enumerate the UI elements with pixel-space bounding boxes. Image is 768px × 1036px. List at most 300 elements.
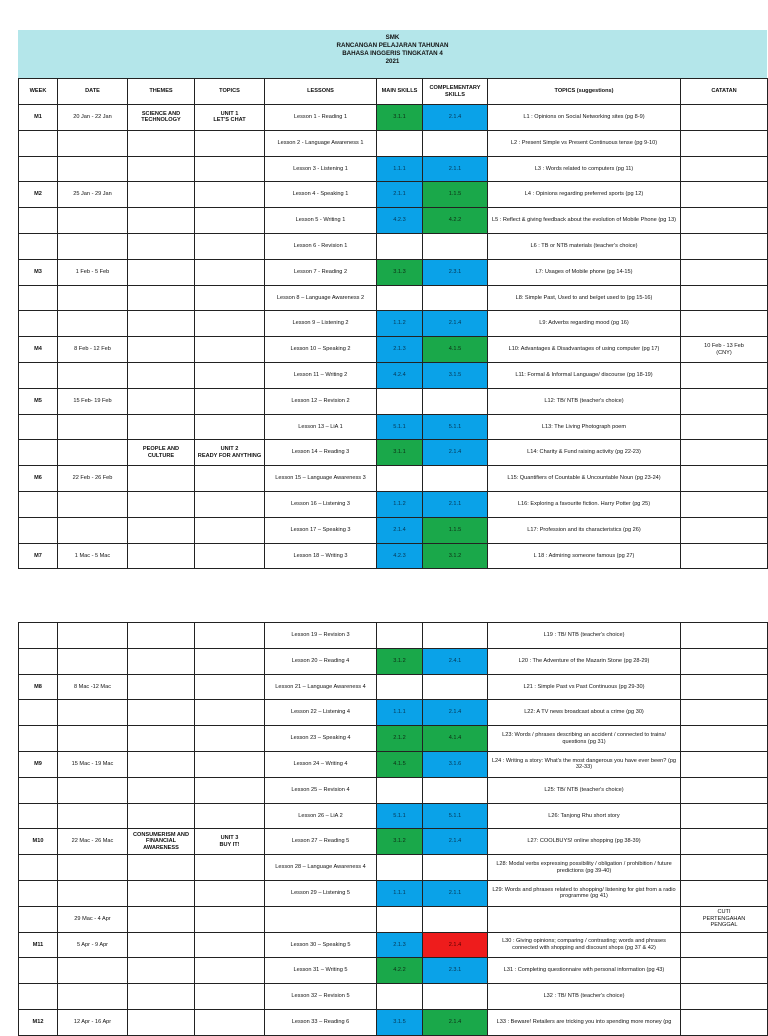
table-row	[19, 440, 768, 466]
date-cell: 5 Apr - 9 Apr	[58, 932, 128, 958]
suggestion-cell: L6 : TB or NTB materials (teacher's choice)	[488, 233, 681, 259]
catatan-cell	[681, 623, 768, 649]
week-cell: M12	[19, 1009, 58, 1035]
suggestion-cell: L14: Charity & Fund raising activity (pg 22-23)	[488, 440, 681, 466]
topic-cell	[195, 208, 265, 234]
lesson-cell: Lesson 31 – Writing 5	[265, 958, 377, 984]
topic-cell	[195, 466, 265, 492]
topic-cell	[195, 491, 265, 517]
topic-cell	[195, 932, 265, 958]
suggestion-cell: L7: Usages of Mobile phone (pg 14-15)	[488, 259, 681, 285]
table-row	[19, 105, 768, 131]
main-skill-cell: 1.1.2	[377, 491, 423, 517]
catatan-cell	[681, 311, 768, 337]
theme-cell	[128, 130, 195, 156]
theme-cell	[128, 880, 195, 906]
lesson-cell: Lesson 6 - Revision 1	[265, 233, 377, 259]
lesson-cell: Lesson 14 – Reading 3	[265, 440, 377, 466]
complementary-skill-cell: 2.1.4	[423, 105, 488, 131]
date-cell: 8 Mac -12 Mac	[58, 674, 128, 700]
date-cell	[58, 958, 128, 984]
topic-cell	[195, 906, 265, 932]
main-skill-cell: 2.1.2	[377, 726, 423, 752]
main-skill-cell: 4.2.3	[377, 543, 423, 569]
theme-cell	[128, 466, 195, 492]
complementary-skill-cell: 3.1.5	[423, 362, 488, 388]
topic-cell	[195, 182, 265, 208]
suggestion-cell: L 18 : Admiring someone famous (pg 27)	[488, 543, 681, 569]
suggestion-cell: L8: Simple Past, Used to and be/get used to (pg 15-16)	[488, 285, 681, 311]
theme-cell	[128, 648, 195, 674]
complementary-skill-cell	[423, 388, 488, 414]
week-cell	[19, 130, 58, 156]
table-row	[19, 311, 768, 337]
main-skill-cell	[377, 233, 423, 259]
suggestion-cell: L32 : TB/ NTB (teacher's choice)	[488, 984, 681, 1010]
complementary-skill-cell: 2.1.4	[423, 700, 488, 726]
catatan-cell	[681, 674, 768, 700]
complementary-skill-cell: 5.1.1	[423, 803, 488, 829]
week-cell	[19, 414, 58, 440]
catatan-cell	[681, 855, 768, 881]
date-cell: 15 Feb- 19 Feb	[58, 388, 128, 414]
col-main-skills: MAIN SKILLS	[377, 79, 423, 105]
schedule-table-2	[18, 622, 768, 1036]
week-cell	[19, 233, 58, 259]
suggestion-cell: L21 : Simple Past vs Past Continuous (pg 29-30)	[488, 674, 681, 700]
table-row	[19, 388, 768, 414]
col-catatan: CATATAN	[681, 79, 768, 105]
catatan-cell	[681, 829, 768, 855]
complementary-skill-cell: 2.1.1	[423, 156, 488, 182]
complementary-skill-cell: 2.1.4	[423, 932, 488, 958]
theme-cell	[128, 233, 195, 259]
col-complementary-skills: COMPLEMENTARY SKILLS	[423, 79, 488, 105]
table-row	[19, 674, 768, 700]
week-cell	[19, 285, 58, 311]
main-skill-cell: 4.2.2	[377, 958, 423, 984]
theme-cell	[128, 311, 195, 337]
week-cell	[19, 906, 58, 932]
plan-title: RANCANGAN PELAJARAN TAHUNAN	[336, 42, 449, 49]
week-cell: M9	[19, 751, 58, 777]
lesson-cell: Lesson 17 – Speaking 3	[265, 517, 377, 543]
catatan-cell	[681, 414, 768, 440]
complementary-skill-cell: 3.1.2	[423, 543, 488, 569]
date-cell: 20 Jan - 22 Jan	[58, 105, 128, 131]
theme-cell	[128, 491, 195, 517]
table-row	[19, 932, 768, 958]
lesson-cell: Lesson 21 – Language Awareness 4	[265, 674, 377, 700]
date-cell	[58, 156, 128, 182]
main-skill-cell: 1.1.1	[377, 156, 423, 182]
suggestion-cell: L4 : Opinions regarding preferred sports (pg 12)	[488, 182, 681, 208]
table-row	[19, 700, 768, 726]
lesson-cell: Lesson 9 – Listening 2	[265, 311, 377, 337]
lesson-cell: Lesson 12 – Revision 2	[265, 388, 377, 414]
lesson-cell	[265, 906, 377, 932]
date-cell	[58, 880, 128, 906]
table-row	[19, 466, 768, 492]
lesson-cell: Lesson 24 – Writing 4	[265, 751, 377, 777]
complementary-skill-cell	[423, 285, 488, 311]
week-cell	[19, 700, 58, 726]
suggestion-cell: L26: Tanjong Rhu short story	[488, 803, 681, 829]
lesson-cell: Lesson 33 – Reading 6	[265, 1009, 377, 1035]
main-skill-cell	[377, 130, 423, 156]
catatan-cell	[681, 105, 768, 131]
week-cell: M4	[19, 337, 58, 363]
catatan-cell	[681, 751, 768, 777]
main-skill-cell: 1.1.1	[377, 700, 423, 726]
main-skill-cell	[377, 984, 423, 1010]
table-row	[19, 491, 768, 517]
complementary-skill-cell	[423, 130, 488, 156]
complementary-skill-cell: 2.1.4	[423, 829, 488, 855]
main-skill-cell: 4.1.5	[377, 751, 423, 777]
col-topics: TOPICS	[195, 79, 265, 105]
theme-cell	[128, 623, 195, 649]
schedule-table-1	[18, 78, 768, 569]
theme-cell	[128, 777, 195, 803]
week-cell: M7	[19, 543, 58, 569]
theme-cell	[128, 259, 195, 285]
date-cell: 8 Feb - 12 Feb	[58, 337, 128, 363]
catatan-cell	[681, 648, 768, 674]
theme-cell	[128, 182, 195, 208]
catatan-cell	[681, 233, 768, 259]
table-row	[19, 285, 768, 311]
suggestion-cell: L30 : Giving opinions; comparing / contrasting; words and phrases connected with shopping and discount shops (pg 37 & 42)	[488, 932, 681, 958]
main-skill-cell	[377, 674, 423, 700]
suggestion-cell: L27: COOLBUYS! online shopping (pg 38-39)	[488, 829, 681, 855]
topic-cell	[195, 880, 265, 906]
suggestion-cell: L10: Advantages & Disadvantages of using computer (pg 17)	[488, 337, 681, 363]
catatan-cell	[681, 958, 768, 984]
catatan-cell	[681, 932, 768, 958]
lesson-cell: Lesson 4 - Speaking 1	[265, 182, 377, 208]
week-cell	[19, 984, 58, 1010]
complementary-skill-cell: 2.4.1	[423, 648, 488, 674]
complementary-skill-cell: 1.1.5	[423, 517, 488, 543]
table-row	[19, 517, 768, 543]
catatan-cell	[681, 259, 768, 285]
lesson-cell: Lesson 10 – Speaking 2	[265, 337, 377, 363]
theme-cell	[128, 674, 195, 700]
lesson-cell: Lesson 27 – Reading 5	[265, 829, 377, 855]
topic-cell	[195, 130, 265, 156]
table-row	[19, 156, 768, 182]
suggestion-cell: L3 : Words related to computers (pg 11)	[488, 156, 681, 182]
catatan-cell	[681, 466, 768, 492]
complementary-skill-cell: 4.1.4	[423, 726, 488, 752]
topic-cell	[195, 984, 265, 1010]
complementary-skill-cell	[423, 984, 488, 1010]
topic-cell	[195, 623, 265, 649]
catatan-cell	[681, 543, 768, 569]
catatan-cell	[681, 388, 768, 414]
lesson-cell: Lesson 23 – Speaking 4	[265, 726, 377, 752]
theme-cell	[128, 906, 195, 932]
week-cell: M10	[19, 829, 58, 855]
theme-cell	[128, 156, 195, 182]
complementary-skill-cell	[423, 623, 488, 649]
topic-cell	[195, 855, 265, 881]
suggestion-cell: L5 : Reflect & giving feedback about the evolution of Mobile Phone (pg 13)	[488, 208, 681, 234]
main-skill-cell: 2.1.1	[377, 182, 423, 208]
date-cell: 25 Jan - 29 Jan	[58, 182, 128, 208]
lesson-cell: Lesson 20 – Reading 4	[265, 648, 377, 674]
complementary-skill-cell	[423, 466, 488, 492]
topic-cell: UNIT 2 READY FOR ANYTHING	[195, 440, 265, 466]
table-row	[19, 984, 768, 1010]
date-cell	[58, 311, 128, 337]
theme-cell	[128, 751, 195, 777]
suggestion-cell: L12: TB/ NTB (teacher's choice)	[488, 388, 681, 414]
complementary-skill-cell: 5.1.1	[423, 414, 488, 440]
date-cell: 12 Apr - 16 Apr	[58, 1009, 128, 1035]
catatan-cell	[681, 440, 768, 466]
col-lessons: LESSONS	[265, 79, 377, 105]
suggestion-cell: L31 : Completing questionnaire with personal information (pg 43)	[488, 958, 681, 984]
main-skill-cell: 4.2.3	[377, 208, 423, 234]
lesson-cell: Lesson 30 – Speaking 5	[265, 932, 377, 958]
main-skill-cell	[377, 388, 423, 414]
week-cell	[19, 362, 58, 388]
week-cell	[19, 311, 58, 337]
week-cell: M6	[19, 466, 58, 492]
lesson-cell: Lesson 8 – Language Awareness 2	[265, 285, 377, 311]
catatan-cell: CUTI PERTENGAHAN PENGGAL	[681, 906, 768, 932]
theme-cell	[128, 958, 195, 984]
catatan-cell	[681, 1009, 768, 1035]
week-cell	[19, 726, 58, 752]
table-row	[19, 958, 768, 984]
date-cell	[58, 648, 128, 674]
lesson-cell: Lesson 25 – Revision 4	[265, 777, 377, 803]
table-row	[19, 906, 768, 932]
suggestion-cell: L22: A TV news broadcast about a crime (pg 30)	[488, 700, 681, 726]
catatan-cell	[681, 803, 768, 829]
table-row	[19, 777, 768, 803]
theme-cell	[128, 208, 195, 234]
main-skill-cell: 2.1.3	[377, 337, 423, 363]
suggestion-cell: L23: Words / phrases describing an accident / connected to trains/ questions (pg 31)	[488, 726, 681, 752]
suggestion-cell: L19 : TB/ NTB (teacher's choice)	[488, 623, 681, 649]
theme-cell	[128, 362, 195, 388]
catatan-cell	[681, 984, 768, 1010]
week-cell	[19, 440, 58, 466]
theme-cell: PEOPLE AND CULTURE	[128, 440, 195, 466]
lesson-cell: Lesson 19 – Revision 3	[265, 623, 377, 649]
table-row	[19, 414, 768, 440]
catatan-cell	[681, 130, 768, 156]
week-cell: M8	[19, 674, 58, 700]
theme-cell	[128, 803, 195, 829]
topic-cell	[195, 414, 265, 440]
col-topics-suggestions: TOPICS (suggestions)	[488, 79, 681, 105]
topic-cell	[195, 517, 265, 543]
week-cell: M1	[19, 105, 58, 131]
week-cell	[19, 623, 58, 649]
schedule-body-1	[19, 105, 768, 569]
topic-cell	[195, 751, 265, 777]
catatan-cell	[681, 517, 768, 543]
main-skill-cell: 1.1.1	[377, 880, 423, 906]
table-row	[19, 182, 768, 208]
lesson-cell: Lesson 32 – Revision 5	[265, 984, 377, 1010]
lesson-cell: Lesson 26 – LiA 2	[265, 803, 377, 829]
catatan-cell	[681, 491, 768, 517]
theme-cell	[128, 700, 195, 726]
table-row	[19, 208, 768, 234]
week-cell	[19, 517, 58, 543]
theme-cell	[128, 932, 195, 958]
lesson-cell: Lesson 28 – Language Awareness 4	[265, 855, 377, 881]
date-cell	[58, 440, 128, 466]
lesson-cell: Lesson 3 - Listening 1	[265, 156, 377, 182]
week-cell	[19, 855, 58, 881]
week-cell: M11	[19, 932, 58, 958]
theme-cell	[128, 388, 195, 414]
lesson-cell: Lesson 16 – Listening 3	[265, 491, 377, 517]
main-skill-cell: 3.1.5	[377, 1009, 423, 1035]
table-row	[19, 362, 768, 388]
theme-cell	[128, 726, 195, 752]
theme-cell	[128, 984, 195, 1010]
suggestion-cell: L16: Exploring a favourite fiction. Harry Potter (pg 25)	[488, 491, 681, 517]
complementary-skill-cell: 2.1.4	[423, 311, 488, 337]
complementary-skill-cell: 4.1.5	[423, 337, 488, 363]
theme-cell	[128, 285, 195, 311]
complementary-skill-cell: 2.3.1	[423, 958, 488, 984]
topic-cell	[195, 674, 265, 700]
topic-cell	[195, 958, 265, 984]
lesson-cell: Lesson 7 - Reading 2	[265, 259, 377, 285]
topic-cell	[195, 1009, 265, 1035]
date-cell	[58, 130, 128, 156]
topic-cell: UNIT 1 LET'S CHAT	[195, 105, 265, 131]
date-cell	[58, 362, 128, 388]
table-row	[19, 337, 768, 363]
complementary-skill-cell: 2.3.1	[423, 259, 488, 285]
table-row	[19, 623, 768, 649]
document-header	[18, 30, 767, 78]
lesson-cell: Lesson 2 - Language Awareness 1	[265, 130, 377, 156]
date-cell	[58, 208, 128, 234]
main-skill-cell	[377, 623, 423, 649]
main-skill-cell: 3.1.2	[377, 648, 423, 674]
suggestion-cell: L28: Modal verbs expressing possibility / obligation / prohibition / future predictions (pg 39-40)	[488, 855, 681, 881]
date-cell: 29 Mac - 4 Apr	[58, 906, 128, 932]
date-cell	[58, 855, 128, 881]
suggestion-cell: L33 : Beware! Retailers are tricking you into spending more money (pg	[488, 1009, 681, 1035]
schedule-body-2	[19, 623, 768, 1036]
catatan-cell	[681, 726, 768, 752]
topic-cell	[195, 388, 265, 414]
table-row	[19, 880, 768, 906]
week-cell	[19, 156, 58, 182]
suggestion-cell: L20 : The Adventure of the Mazarin Stone (pg 28-29)	[488, 648, 681, 674]
theme-cell	[128, 1009, 195, 1035]
lesson-cell: Lesson 15 – Language Awareness 3	[265, 466, 377, 492]
table-row	[19, 130, 768, 156]
theme-cell	[128, 517, 195, 543]
catatan-cell	[681, 362, 768, 388]
topic-cell	[195, 311, 265, 337]
complementary-skill-cell	[423, 777, 488, 803]
lesson-cell: Lesson 5 - Writing 1	[265, 208, 377, 234]
lesson-cell: Lesson 11 – Writing 2	[265, 362, 377, 388]
date-cell	[58, 984, 128, 1010]
theme-cell	[128, 414, 195, 440]
topic-cell	[195, 803, 265, 829]
suggestion-cell: L15: Quantifiers of Countable & Uncountable Noun (pg 23-24)	[488, 466, 681, 492]
suggestion-cell: L1 : Opinions on Social Networking sites (pg 8-9)	[488, 105, 681, 131]
complementary-skill-cell: 2.1.1	[423, 880, 488, 906]
main-skill-cell: 4.2.4	[377, 362, 423, 388]
main-skill-cell: 1.1.2	[377, 311, 423, 337]
main-skill-cell: 2.1.4	[377, 517, 423, 543]
theme-cell	[128, 543, 195, 569]
lesson-cell: Lesson 29 – Listening 5	[265, 880, 377, 906]
week-cell	[19, 777, 58, 803]
col-week: WEEK	[19, 79, 58, 105]
topic-cell	[195, 543, 265, 569]
complementary-skill-cell: 2.1.1	[423, 491, 488, 517]
week-cell	[19, 958, 58, 984]
suggestion-cell: L9: Adverbs regarding mood (pg 16)	[488, 311, 681, 337]
suggestion-cell: L17: Profession and its characteristics (pg 26)	[488, 517, 681, 543]
topic-cell	[195, 700, 265, 726]
topic-cell	[195, 777, 265, 803]
main-skill-cell: 3.1.3	[377, 259, 423, 285]
complementary-skill-cell: 2.1.4	[423, 1009, 488, 1035]
date-cell	[58, 233, 128, 259]
week-cell	[19, 803, 58, 829]
main-skill-cell: 5.1.1	[377, 414, 423, 440]
date-cell	[58, 726, 128, 752]
lesson-cell: Lesson 22 – Listening 4	[265, 700, 377, 726]
main-skill-cell: 3.1.1	[377, 105, 423, 131]
complementary-skill-cell	[423, 674, 488, 700]
topic-cell	[195, 362, 265, 388]
catatan-cell	[681, 880, 768, 906]
topic-cell	[195, 285, 265, 311]
theme-cell	[128, 337, 195, 363]
main-skill-cell	[377, 777, 423, 803]
main-skill-cell	[377, 906, 423, 932]
table-row	[19, 855, 768, 881]
theme-cell: SCIENCE AND TECHNOLOGY	[128, 105, 195, 131]
lesson-cell: Lesson 18 – Writing 3	[265, 543, 377, 569]
theme-cell: CONSUMERISM AND FINANCIAL AWARENESS	[128, 829, 195, 855]
date-cell	[58, 491, 128, 517]
complementary-skill-cell: 4.2.2	[423, 208, 488, 234]
complementary-skill-cell	[423, 855, 488, 881]
suggestion-cell	[488, 906, 681, 932]
date-cell	[58, 777, 128, 803]
table-row	[19, 829, 768, 855]
lesson-cell: Lesson 1 - Reading 1	[265, 105, 377, 131]
date-cell	[58, 700, 128, 726]
main-skill-cell: 3.1.2	[377, 829, 423, 855]
suggestion-cell: L2 : Present Simple vs Present Continuous tense (pg 9-10)	[488, 130, 681, 156]
table-row	[19, 543, 768, 569]
week-cell	[19, 208, 58, 234]
column-header-row	[19, 79, 768, 105]
catatan-cell	[681, 777, 768, 803]
